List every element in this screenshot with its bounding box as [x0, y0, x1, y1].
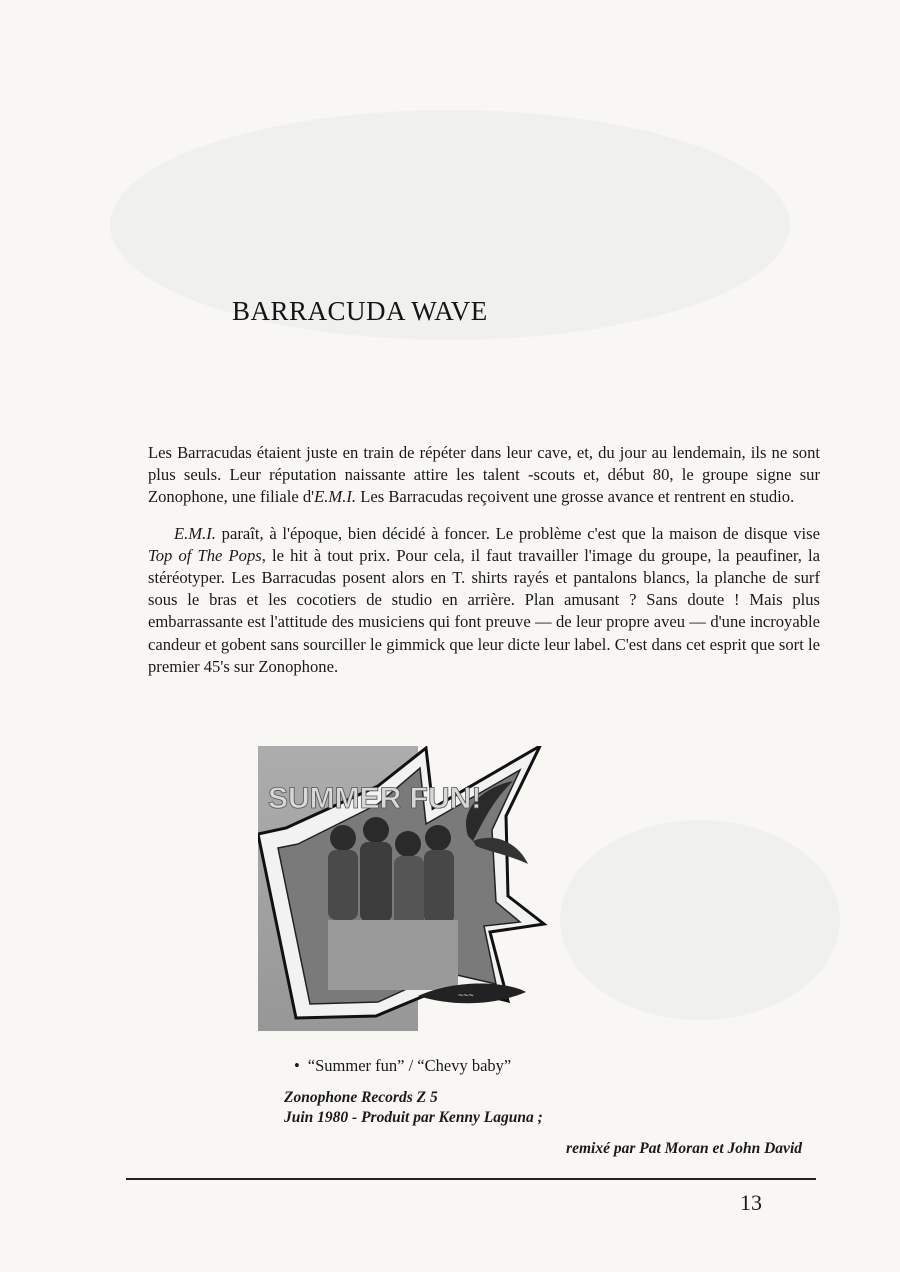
cover-title-text: SUMMER FUN! [268, 782, 482, 815]
paragraph-text: , le hit à tout prix. Pour cela, il faut travailler l'image du groupe, la peaufiner, la stéréotyper. Les Barracudas posent alors en T. shirts rayés et pantalons blancs, la planche de surf sous le bras et les cocotiers de studio en arrière. Plan amusant ? Sans doute ! Mais plus embarrassante est l'attitude des musiciens qui font preuve — de leur propre aveu — d'une incroyable candeur et gobent sans sourciller le gimmick que leur dicte leur label. C'est dans cet esprit que sort le premier 45's sur Zonophone. [148, 545, 820, 676]
record-credits [284, 1088, 543, 1128]
page-number: 13 [740, 1190, 762, 1215]
record-caption [282, 1056, 842, 1076]
article-title: BARRACUDA WAVE [232, 296, 488, 326]
show-through-stain [560, 820, 840, 1020]
paragraph-text: Les Barracudas étaient juste en train de répéter dans leur cave, et, du jour au lendemain, ils ne sont plus seuls. Leur réputation naissante attire les talent -scouts et, début 80, le groupe signe sur Zonophone, une filiale d' [148, 443, 820, 507]
record-sleeve-illustration [258, 746, 548, 1031]
paragraph-text: Les Barracudas reçoivent une grosse avance et rentrent en studio. [356, 487, 795, 507]
production-line: Juin 1980 - Produit par Kenny Laguna ; [284, 1109, 543, 1126]
bullet-point: • [294, 1056, 300, 1075]
footer-rule [126, 1178, 816, 1180]
paragraph-text: paraît, à l'époque, bien décidé à foncer. Le problème c'est que la maison de disque vise [215, 523, 820, 543]
label-line: Zonophone Records Z 5 [284, 1089, 438, 1106]
italic-text: E.M.I. [314, 487, 357, 507]
italic-text: E.M.I. [174, 523, 216, 543]
article-body [148, 442, 820, 692]
record-sleeve-image [258, 746, 548, 1031]
italic-text: Top of The Pops [148, 545, 262, 565]
article-paragraph [148, 523, 820, 678]
svg-text:~~~: ~~~ [458, 990, 474, 1000]
remix-credit: remixé par Pat Moran et John David [566, 1140, 802, 1157]
article-paragraph [148, 442, 820, 509]
song-titles: “Summer fun” / “Chevy baby” [307, 1056, 512, 1075]
